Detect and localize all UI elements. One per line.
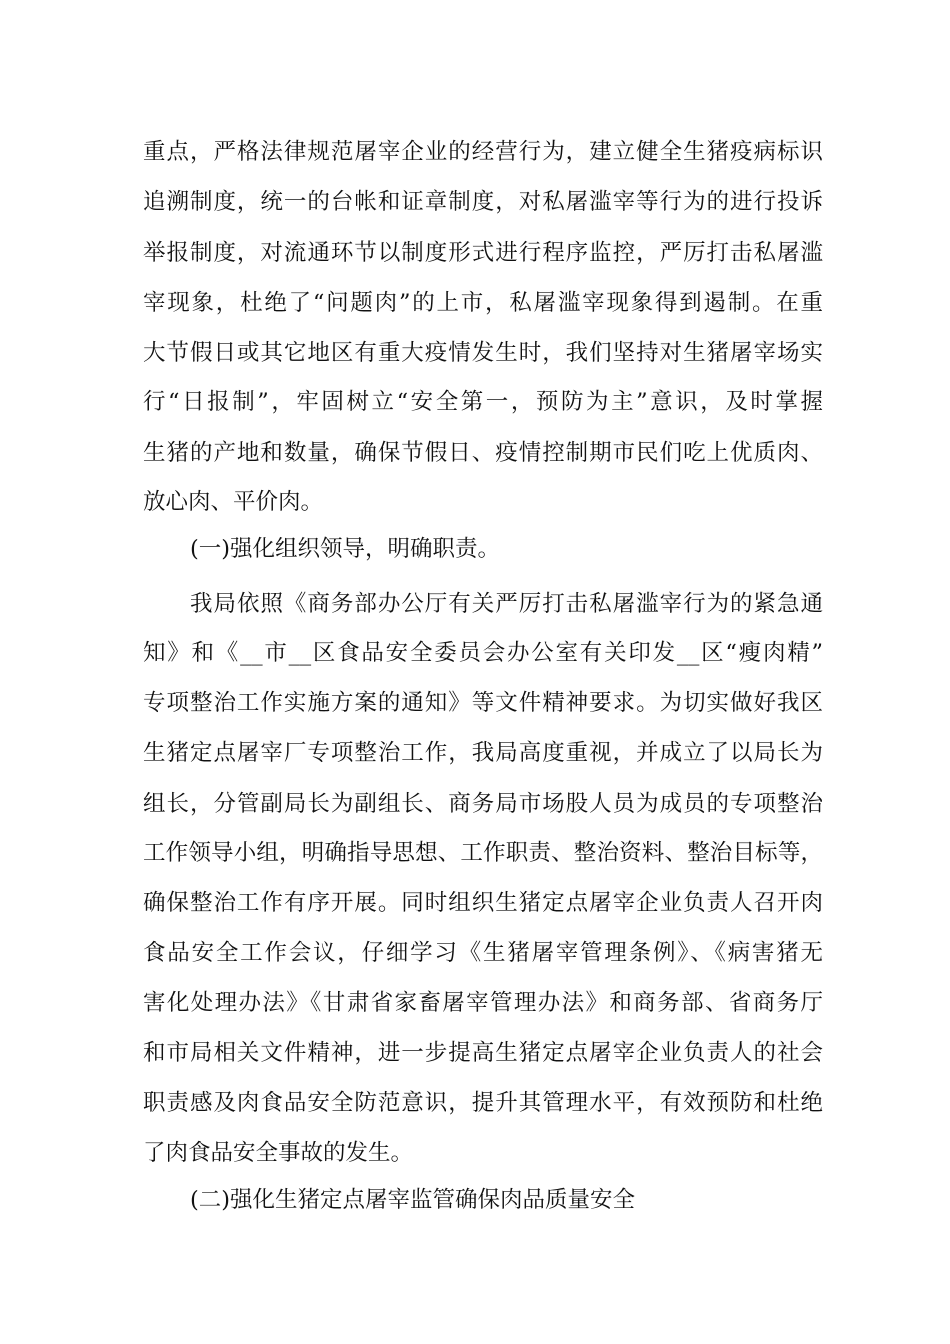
text-line-6: 行“日报制”，牢固树立“安全第一，预防为主”意识，及时掌握	[143, 389, 823, 415]
text-line-17: 食品安全工作会议，仔细学习《生猪屠宰管理条例》、《病害猪无	[143, 940, 823, 966]
text-line-14: 组长，分管副局长为副组长、商务局市场股人员为成员的专项整治	[143, 791, 823, 817]
text-line-5: 大节假日或其它地区有重大疫情发生时，我们坚持对生猪屠宰场实	[143, 340, 823, 366]
text-line-16: 确保整治工作有序开展。同时组织生猪定点屠宰企业负责人召开肉	[143, 890, 823, 916]
text-line-15: 工作领导小组，明确指导思想、工作职责、整治资料、整治目标等，	[143, 840, 823, 866]
text-line-3: 举报制度，对流通环节以制度形式进行程序监控，严厉打击私屠滥	[143, 240, 823, 266]
text-line-13: 生猪定点屠宰厂专项整治工作，我局高度重视，并成立了以局长为	[143, 740, 823, 766]
text-line-20: 职责感及肉食品安全防范意识，提升其管理水平，有效预防和杜绝	[143, 1090, 823, 1116]
text-line-11: 知》和《__市__区食品安全委员会办公室有关印发__区“瘦肉精”	[143, 640, 823, 666]
text-line-2: 追溯制度，统一的台帐和证章制度，对私屠滥宰等行为的进行投诉	[143, 189, 823, 215]
text-line-4: 宰现象，杜绝了“问题肉”的上市，私屠滥宰现象得到遏制。在重	[143, 290, 823, 316]
text-line-21: 了肉食品安全事故的发生。	[143, 1140, 414, 1166]
section-heading-2: (二)强化生猪定点屠宰监管确保肉品质量安全	[190, 1187, 636, 1213]
text-line-12: 专项整治工作实施方案的通知》等文件精神要求。为切实做好我区	[143, 690, 823, 716]
text-line-19: 和市局相关文件精神，进一步提高生猪定点屠宰企业负责人的社会	[143, 1040, 823, 1066]
text-line-8: 放心肉、平价肉。	[143, 489, 324, 515]
text-line-1: 重点，严格法律规范屠宰企业的经营行为，建立健全生猪疫病标识	[143, 139, 823, 165]
section-heading-1: (一)强化组织领导，明确职责。	[190, 536, 501, 562]
text-line-18: 害化处理办法》《甘肃省家畜屠宰管理办法》和商务部、省商务厅	[143, 990, 823, 1016]
text-line-10: 我局依照《商务部办公厅有关严厉打击私屠滥宰行为的紧急通	[190, 591, 823, 617]
text-line-7: 生猪的产地和数量，确保节假日、疫情控制期市民们吃上优质肉、	[143, 440, 823, 466]
